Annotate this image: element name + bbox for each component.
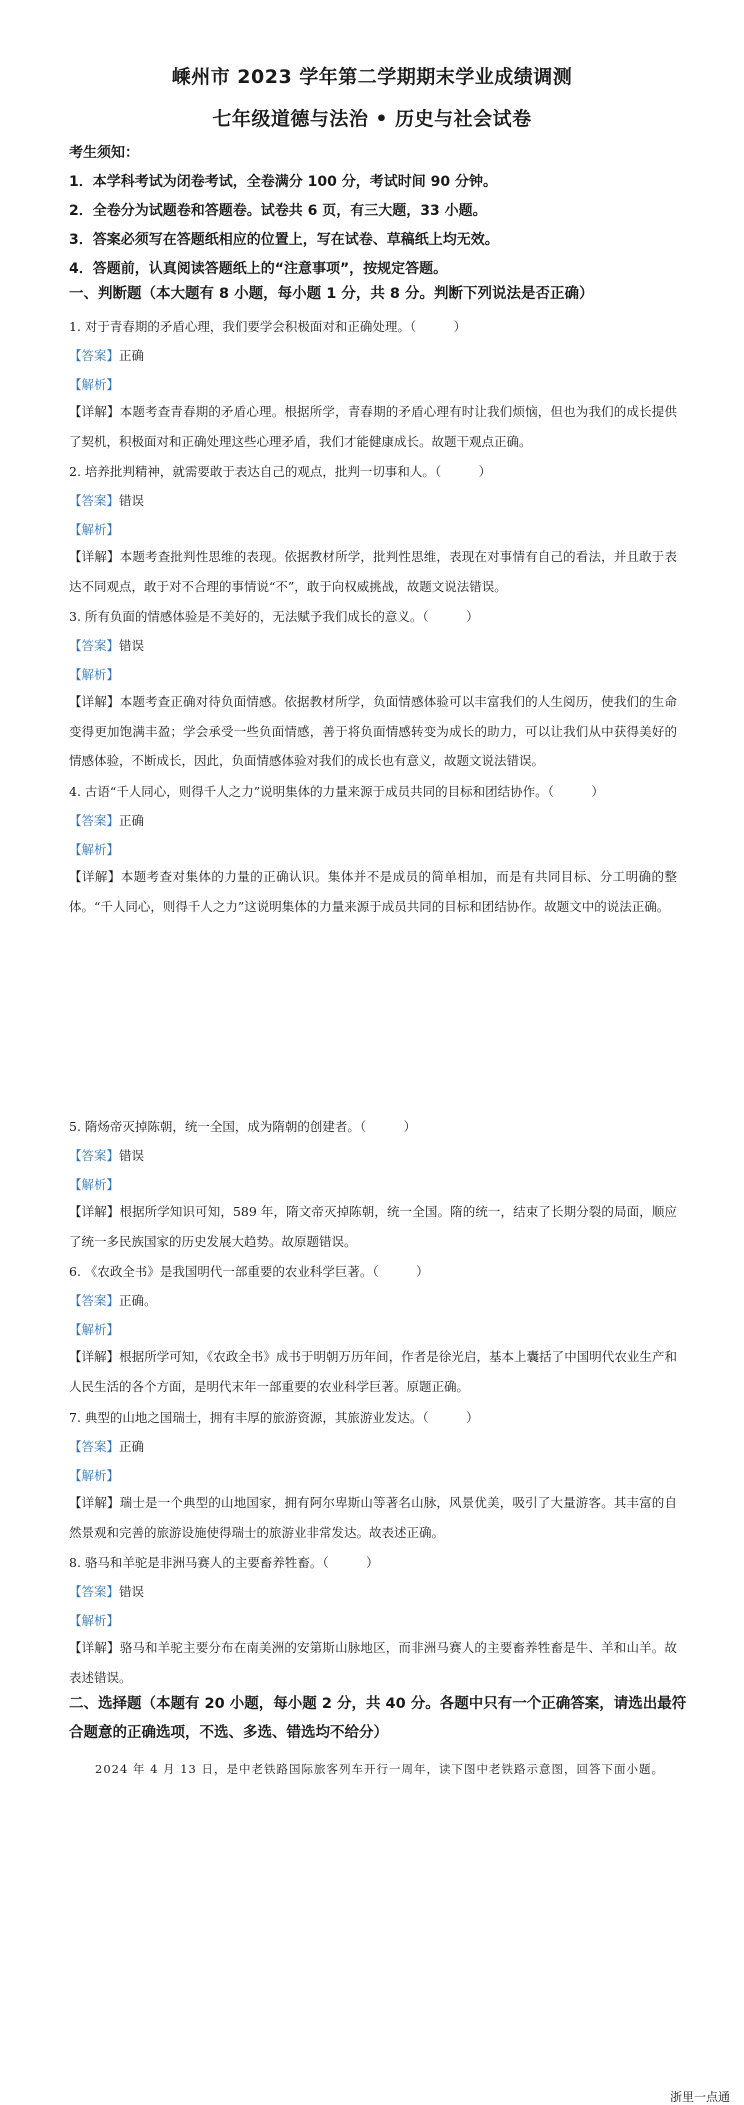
detail-body: 本题考查批判性思维的表现。依据教材所学，批判性思维，表现在对事情有自己的看法，并且敢于表达不同观点，敢于对不合理的事情说“不”，敢于向权威挑战，故题文说法错误。: [69, 549, 677, 594]
answer-row: [69, 811, 144, 829]
analysis-label: 【解析】: [69, 377, 120, 392]
detail-body: 瑞士是一个典型的山地国家，拥有阿尔卑斯山等著名山脉，风景优美，吸引了大量游客。其丰富的自然景观和完善的旅游设施使得瑞士的旅游业非常发达。故表述正确。: [69, 1495, 677, 1540]
detail-label: 【详解】: [69, 404, 120, 419]
detail-body: 本题考查青春期的矛盾心理。根据所学，青春期的矛盾心理有时让我们烦恼，但也为我们的成长提供了契机，积极面对和正确处理这些心理矛盾，我们才能健康成长。故题干观点正确。: [69, 404, 677, 449]
section2-heading: 二、选择题（本题有 20 小题，每小题 2 分，共 40 分。各题中只有一个正确答案，请选出最符合题意的正确选项，不选、多选、错选均不给分）: [69, 1696, 687, 1741]
detail-text: [69, 542, 677, 601]
answer-value: 错误: [119, 493, 145, 508]
detail-label: 【详解】: [69, 1204, 120, 1219]
answer-label: 【答案】: [69, 1584, 120, 1599]
answer-row: [69, 1437, 144, 1455]
answer-row: [69, 636, 144, 654]
detail-body: 骆马和羊驼主要分布在南美洲的安第斯山脉地区，而非洲马赛人的主要畜养牲畜是牛、羊和山羊。故表述错误。: [69, 1640, 677, 1685]
answer-value: 正确: [119, 813, 145, 828]
section1-heading: 一、判断题（本大题有 8 小题，每小题 1 分，共 8 分。判断下列说法是否正确）: [69, 286, 594, 302]
footer-watermark: 浙里一点通: [669, 2090, 730, 2104]
question-stem: 7. 典型的山地之国瑞士，拥有丰厚的旅游资源，其旅游业发达。（ ）: [69, 1410, 479, 1425]
analysis-label: 【解析】: [69, 842, 120, 857]
detail-text: [69, 687, 677, 776]
analysis-label: 【解析】: [69, 1322, 120, 1337]
notice-item: 3．答案必须写在答题纸相应的位置上，写在试卷、草稿纸上均无效。: [69, 232, 499, 248]
answer-value: 错误: [119, 1148, 145, 1163]
notice-heading: 考生须知：: [69, 145, 139, 161]
answer-value: 错误: [119, 1584, 145, 1599]
answer-value: 正确: [119, 348, 145, 363]
answer-row: [69, 1582, 144, 1600]
detail-text: [69, 862, 677, 921]
answer-row: [69, 491, 144, 509]
question-stem: 5. 隋炀帝灭掉陈朝，统一全国，成为隋朝的创建者。（ ）: [69, 1119, 417, 1134]
answer-row: [69, 1291, 157, 1309]
detail-label: 【详解】: [69, 1495, 120, 1510]
detail-text: [69, 1197, 677, 1256]
detail-label: 【详解】: [69, 1640, 120, 1655]
detail-body: 本题考查对集体的力量的正确认识。集体并不是成员的简单相加，而是有共同目标、分工明确的整体。“千人同心，则得千人之力”这说明集体的力量来源于成员共同的目标和团结协作。故题文中的说法正确。: [69, 869, 677, 914]
notice-item: 2．全卷分为试题卷和答题卷。试卷共 6 页，有三大题，33 小题。: [69, 203, 487, 219]
detail-label: 【详解】: [69, 694, 120, 709]
question-stem: 2. 培养批判精神，就需要敢于表达自己的观点，批判一切事和人。（ ）: [69, 464, 492, 479]
answer-label: 【答案】: [69, 638, 120, 653]
answer-label: 【答案】: [69, 1439, 120, 1454]
question-stem: 8. 骆马和羊驼是非洲马赛人的主要畜养牲畜。（ ）: [69, 1555, 379, 1570]
analysis-label: 【解析】: [69, 1468, 120, 1483]
question-stem: 4. 古语“千人同心，则得千人之力”说明集体的力量来源于成员共同的目标和团结协作。（ ）: [69, 784, 604, 799]
answer-label: 【答案】: [69, 1293, 120, 1308]
answer-row: [69, 346, 144, 364]
question-stem: 3. 所有负面的情感体验是不美好的，无法赋予我们成长的意义。（ ）: [69, 609, 479, 624]
analysis-label: 【解析】: [69, 522, 120, 537]
answer-label: 【答案】: [69, 813, 120, 828]
notice-item: 1．本学科考试为闭卷考试，全卷满分 100 分，考试时间 90 分钟。: [69, 174, 497, 190]
exam-title-line1: 嵊州市 2023 学年第二学期期末学业成绩调测: [171, 66, 573, 88]
detail-text: [69, 1342, 677, 1401]
detail-text: [69, 1488, 677, 1547]
analysis-label: 【解析】: [69, 1177, 120, 1192]
question-stem: 6. 《农政全书》是我国明代一部重要的农业科学巨著。（ ）: [69, 1264, 429, 1279]
answer-value: 正确: [119, 1439, 145, 1454]
analysis-label: 【解析】: [69, 667, 120, 682]
analysis-label: 【解析】: [69, 1613, 120, 1628]
detail-text: [69, 1633, 677, 1692]
notice-item: 4．答题前，认真阅读答题纸上的“注意事项”，按规定答题。: [69, 261, 448, 277]
answer-value: 正确。: [119, 1293, 157, 1308]
answer-label: 【答案】: [69, 1148, 120, 1163]
exam-title-line2: 七年级道德与法治 • 历史与社会试卷: [212, 108, 532, 130]
detail-body: 根据所学可知，《农政全书》成书于明朝万历年间，作者是徐光启，基本上囊括了中国明代农业生产和人民生活的各个方面，是明代末年一部重要的农业科学巨著。原题正确。: [69, 1349, 677, 1394]
detail-label: 【详解】: [69, 1349, 120, 1364]
answer-value: 错误: [119, 638, 145, 653]
answer-label: 【答案】: [69, 493, 120, 508]
question-stem: 1. 对于青春期的矛盾心理，我们要学会积极面对和正确处理。（ ）: [69, 319, 467, 334]
detail-body: 本题考查正确对待负面情感。依据教材所学，负面情感体验可以丰富我们的人生阅历，使我们的生命变得更加饱满丰盈；学会承受一些负面情感，善于将负面情感转变为成长的助力，可以让我们从中获得美好的情感体验，不断成长，因此，负面情感体验对我们的成长也有意义，故题文说法错误。: [69, 694, 677, 768]
detail-label: 【详解】: [69, 549, 120, 564]
answer-label: 【答案】: [69, 348, 120, 363]
answer-row: [69, 1146, 144, 1164]
detail-body: 根据所学知识可知，589 年，隋文帝灭掉陈朝，统一全国。隋的统一，结束了长期分裂的局面，顺应了统一多民族国家的历史发展大趋势。故原题错误。: [69, 1204, 677, 1249]
detail-text: [69, 397, 677, 456]
section2-intro: 2024 年 4 月 13 日，是中老铁路国际旅客列车开行一周年，读下图中老铁路示意图，回答下面小题。: [95, 1762, 664, 1776]
detail-label: 【详解】: [69, 869, 121, 884]
